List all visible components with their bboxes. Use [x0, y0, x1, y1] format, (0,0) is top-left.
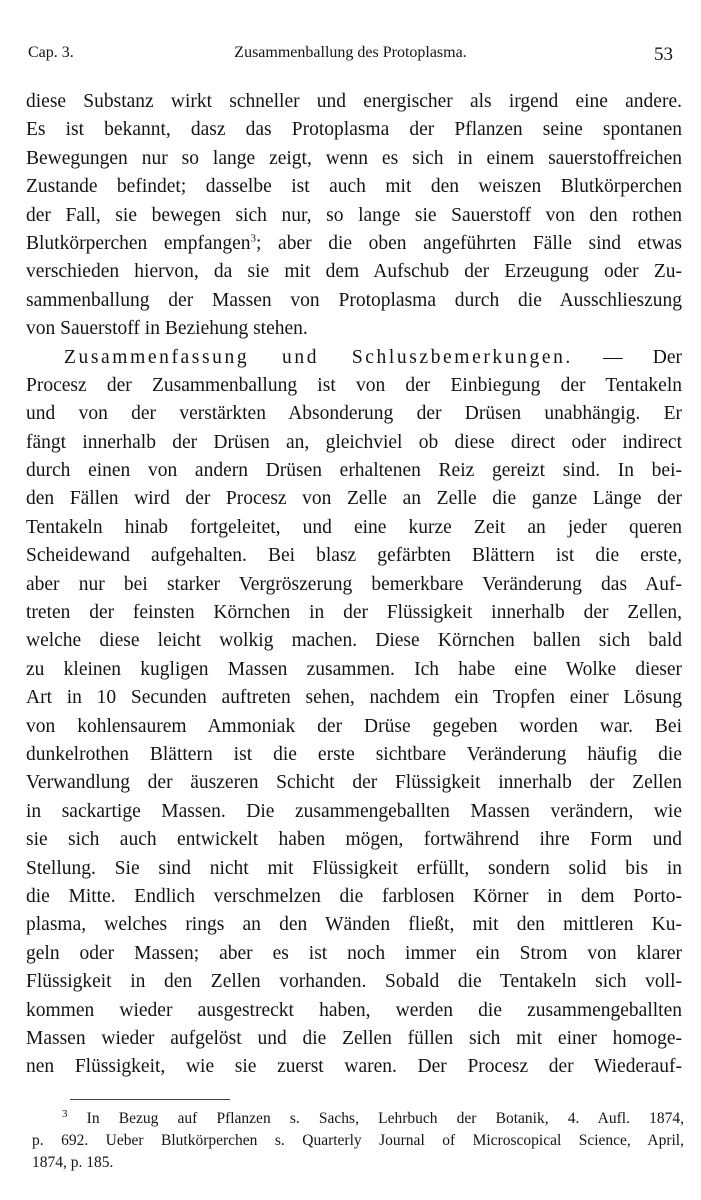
text-line: fängt innerhalb der Drüsen an, gleichviel ob diese direct oder indirect	[26, 431, 682, 453]
text-line: diese Substanz wirkt schneller und energischer als irgend eine andere.	[26, 91, 682, 112]
text-line: Stellung. Sie sind nicht mit Flüssigkeit erfüllt, sondern solid bis in	[26, 857, 682, 879]
running-header	[28, 44, 673, 68]
text-line: Massen wieder aufgelöst und die Zellen füllen sich mit einer homoge-	[26, 1027, 682, 1049]
footnote-reference: 3	[250, 232, 257, 245]
footnote-line	[32, 1108, 684, 1130]
text-line: von Sauerstoff in Beziehung stehen.	[26, 318, 308, 340]
text-line	[26, 344, 682, 372]
text-line: und von der verstärkten Absonderung der Drüsen unabhängig. Er	[26, 403, 682, 425]
text-line: Scheidewand aufgehalten. Bei blasz gefärbten Blättern ist die erste,	[26, 545, 682, 567]
text-line: Verwandlung der äuszeren Schicht der Flüssigkeit innerhalb der Zellen	[26, 772, 682, 794]
section-heading: Zusammenfassung und Schluszbemerkungen.	[64, 346, 573, 368]
text-segment: Blutkörperchen empfangen	[26, 232, 251, 254]
text-line: geln oder Massen; aber es ist noch immer ein Strom von klarer	[26, 942, 682, 964]
text-line: durch einen von andern Drüsen erhaltenen Reiz gereizt sind. In bei-	[26, 460, 682, 482]
text-line: den Fällen wird der Procesz von Zelle an Zelle die ganze Länge der	[26, 488, 682, 510]
text-segment: ; aber die oben angeführten Fälle sind etwas	[256, 232, 682, 254]
text-line: Art in 10 Secunden auftreten sehen, nachdem ein Tropfen einer Lösung	[26, 687, 682, 709]
text-line: Procesz der Zusammenballung ist von der Einbiegung der Tentakeln	[26, 374, 682, 396]
chapter-label: Cap. 3.	[28, 44, 74, 61]
text-line: treten der feinsten Körnchen in der Flüssigkeit innerhalb der Zellen,	[26, 602, 682, 624]
body-text	[26, 88, 682, 1082]
text-line: nen Flüssigkeit, wie sie zuerst waren. Der Procesz der Wiederauf-	[26, 1056, 682, 1078]
text-line: Zustande befindet; dasselbe ist auch mit den weiszen Blutkörperchen	[26, 176, 682, 198]
text-line	[26, 230, 682, 258]
running-title: Zusammenballung des Protoplasma.	[234, 44, 467, 61]
footnote-line: 1874, p. 185.	[32, 1154, 114, 1171]
text-line: sie sich auch entwickelt haben mögen, fortwährend ihre Form und	[26, 829, 682, 851]
text-line: Bewegungen nur so lange zeigt, wenn es sich in einem sauerstoffreichen	[26, 147, 682, 169]
page-number: 53	[654, 44, 673, 65]
text-line: in sackartige Massen. Die zusammengeballten Massen verändern, wie	[26, 800, 682, 822]
text-line: welche diese leicht wolkig machen. Diese Körnchen ballen sich bald	[26, 630, 682, 652]
text-segment: In Bezug auf Pflanzen s. Sachs, Lehrbuch der Botanik, 4. Aufl. 1874,	[86, 1110, 685, 1127]
text-line: plasma, welches rings an den Wänden fließt, mit den mittleren Ku-	[26, 914, 682, 936]
text-line: Es ist bekannt, dasz das Protoplasma der Pflanzen seine spontanen	[26, 119, 682, 141]
text-line: verschieden hiervon, da sie mit dem Aufschub der Erzeugung oder Zu-	[26, 261, 682, 283]
text-line: sammenballung der Massen von Protoplasma durch die Ausschlieszung	[26, 289, 682, 311]
text-line: zu kleinen kugligen Massen zusammen. Ich habe eine Wolke dieser	[26, 658, 682, 680]
text-line: von kohlensaurem Ammoniak der Drüse gegeben worden war. Bei	[26, 715, 682, 737]
text-line: der Fall, sie bewegen sich nur, so lange sie Sauerstoff von den rothen	[26, 204, 682, 226]
text-line: Flüssigkeit in den Zellen vorhanden. Sobald die Tentakeln sich voll-	[26, 971, 682, 993]
footnote-divider	[70, 1099, 230, 1100]
text-segment: — Der	[603, 346, 683, 368]
text-line: Tentakeln hinab fortgeleitet, und eine kurze Zeit an jeder queren	[26, 516, 682, 538]
footnote-marker: 3	[62, 1107, 68, 1120]
text-line: dunkelrothen Blättern ist die erste sichtbare Veränderung häufig die	[26, 743, 682, 765]
footnote-line: p. 692. Ueber Blutkörperchen s. Quarterly Journal of Microscopical Science, April,	[32, 1132, 684, 1149]
text-line: die Mitte. Endlich verschmelzen die farblosen Körner in dem Porto-	[26, 885, 682, 907]
text-line: aber nur bei starker Vergröszerung bemerkbare Veränderung das Auf-	[26, 573, 682, 595]
text-line: kommen wieder ausgestreckt haben, werden die zusammengeballten	[26, 999, 682, 1021]
footnote	[32, 1108, 684, 1174]
